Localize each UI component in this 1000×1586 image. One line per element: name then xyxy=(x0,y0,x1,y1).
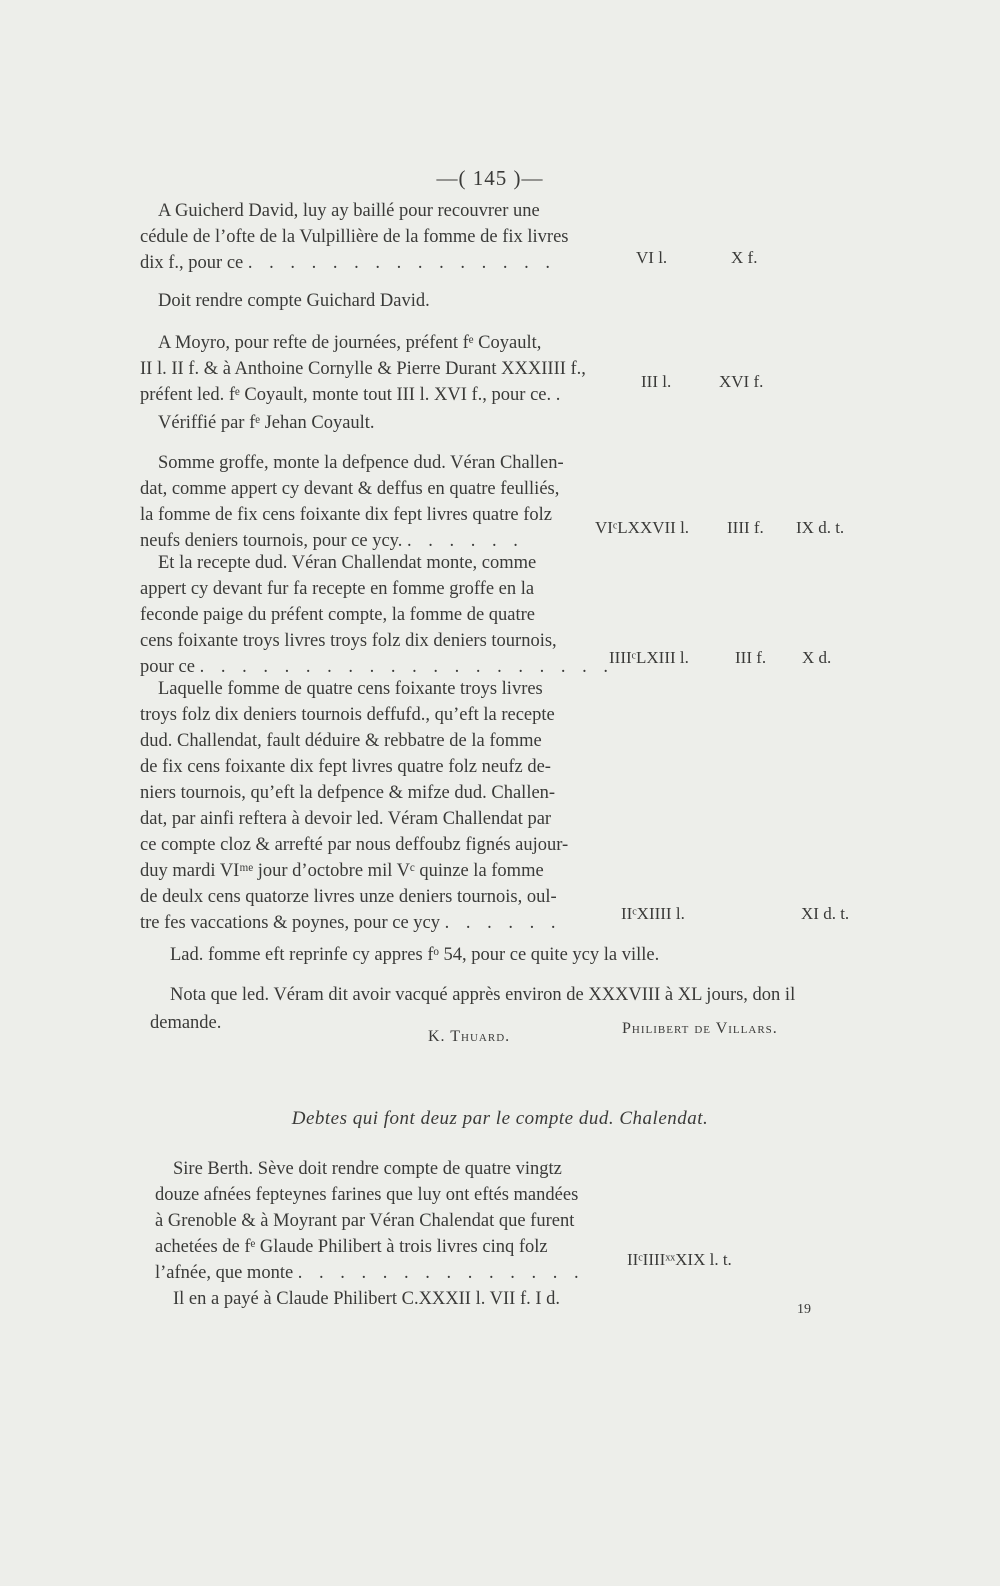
text-line: la fomme de fix cens foixante dix fept livres quatre folz xyxy=(140,505,552,525)
text-line: Il en a payé à Claude Philibert C.XXXII l. VII f. I d. xyxy=(173,1289,561,1309)
amount-deniers: IX d. t. xyxy=(796,518,845,537)
text-line: Vériffié par fᵉ Jehan Coyault. xyxy=(158,413,375,433)
text-line: feconde paige du préfent compte, la fomme de quatre xyxy=(140,605,536,625)
entry-recepte xyxy=(140,550,614,680)
entry-guicherd-david xyxy=(140,198,600,276)
text-line: Doit rendre compte Guichard David. xyxy=(158,291,430,311)
text-line: Somme groffe, monte la defpence dud. Véran Challen- xyxy=(158,453,564,473)
amount-sols: XVI f. xyxy=(719,372,764,391)
page-number: —( 145 )— xyxy=(436,166,544,190)
text-line: cens foixante troys livres troys folz dix deniers tournois, xyxy=(140,631,557,651)
text-line: A Moyro, pour refte de journées, préfent fᵉ Coyault, xyxy=(158,333,542,353)
folio-signature: 19 xyxy=(797,1302,811,1317)
text-line: tre fes vaccations & poynes, pour ce ycy . . . . . . xyxy=(140,913,562,933)
text-line: cédule de l’ofte de la Vulpillière de la fomme de fix livres xyxy=(140,227,569,247)
signature-villars: Philibert de Villars. xyxy=(622,1020,778,1037)
section-heading: Debtes qui font deuz par le compte dud. Chalendat. xyxy=(291,1108,709,1129)
text-line: dat, par ainfi reftera à devoir led. Véram Challendat par xyxy=(140,809,552,829)
text-line: de deulx cens quatorze livres unze deniers tournois, oul- xyxy=(140,887,557,907)
amount-sols: III f. xyxy=(735,648,767,667)
entry-berth-seve xyxy=(155,1156,615,1312)
text-line: niers tournois, qu’eft la defpence & mifze dud. Challen- xyxy=(140,783,556,803)
text-line: dud. Challendat, fault déduire & rebbatre de la fomme xyxy=(140,731,542,751)
text-line: II l. II f. & à Anthoine Cornylle & Pierre Durant XXXIIII f., xyxy=(140,359,586,379)
leader-dots: . . . . . . xyxy=(444,913,562,933)
amount-sols: X f. xyxy=(731,248,758,267)
amount-sols: IIII f. xyxy=(727,518,764,537)
amount-livres: IIᶜXIIII l. xyxy=(621,904,685,923)
entry-laquelle-somme xyxy=(140,676,600,936)
text-line: à Grenoble & à Moyrant par Véran Chalendat que furent xyxy=(155,1211,575,1231)
leader-dots: . . . . . . . . . . . . . . . . . . . . xyxy=(199,657,614,677)
text-line: douze afnées fepteynes farines que luy ont eftés mandées xyxy=(155,1185,579,1205)
text-line: ce compte cloz & arrefté par nous deffoubz fignés aujour- xyxy=(140,835,569,855)
signature-thuard: K. Thuard. xyxy=(428,1028,511,1045)
text-line: dat, comme appert cy devant & deffus en quatre feulliés, xyxy=(140,479,560,499)
text-line: duy mardi VIᵐᵉ jour d’octobre mil Vᶜ quinze la fomme xyxy=(140,861,544,881)
text-line: neufs deniers tournois, pour ce ycy. . . . . . . xyxy=(140,531,524,551)
entry-somme-defpence xyxy=(140,450,600,554)
closing-note-demande: demande. xyxy=(150,1013,222,1033)
entry-verification xyxy=(140,410,600,436)
text-line: dix f., pour ce . . . . . . . . . . . . . . . xyxy=(140,253,557,273)
closing-note-nota: Nota que led. Véram dit avoir vacqué apprès environ de XXXVIII à XL jours, don il xyxy=(170,985,796,1005)
entry-note-guichard xyxy=(140,288,600,314)
text-line: préfent led. fᵉ Coyault, monte tout III l. XVI f., pour ce. . xyxy=(140,385,561,405)
closing-note-reprinfe: Lad. fomme eft reprinfe cy appres fᵒ 54, pour ce quite ycy la ville. xyxy=(170,945,660,965)
text-line: Et la recepte dud. Véran Challendat monte, comme xyxy=(158,553,537,573)
entry-moyro xyxy=(140,330,600,408)
amount-livres: VIᶜLXXVII l. xyxy=(595,518,690,537)
leader-dots: . . . . . . . . . . . . . . . xyxy=(247,253,557,273)
amount-deniers: XI d. t. xyxy=(801,904,850,923)
text-line: Sire Berth. Sève doit rendre compte de quatre vingtz xyxy=(173,1159,562,1179)
text-line: achetées de fᵉ Glaude Philibert à trois livres cinq folz xyxy=(155,1237,548,1257)
text-line: pour ce . . . . . . . . . . . . . . . . . . . . xyxy=(140,657,614,677)
amount-deniers: X d. xyxy=(802,648,832,667)
amount-livres: III l. xyxy=(641,372,672,391)
text-line: appert cy devant fur fa recepte en fomme groffe en la xyxy=(140,579,535,599)
text-line: A Guicherd David, luy ay baillé pour recouvrer une xyxy=(158,201,540,221)
text-line: de fix cens foixante dix fept livres quatre folz neufz de- xyxy=(140,757,551,777)
amount-livres: IIᶜIIIIˣˣXIX l. t. xyxy=(627,1250,732,1269)
amount-livres: IIIIᶜLXIII l. xyxy=(609,648,689,667)
text-line: Laquelle fomme de quatre cens foixante troys livres xyxy=(158,679,543,699)
text-line: l’afnée, que monte . . . . . . . . . . . . . . xyxy=(155,1263,585,1283)
amount-livres: VI l. xyxy=(636,248,668,267)
text-line: troys folz dix deniers tournois deffufd., qu’eft la recepte xyxy=(140,705,555,725)
leader-dots: . . . . . . . . . . . . . . xyxy=(297,1263,585,1283)
leader-dots: . . . . . . xyxy=(406,531,524,551)
